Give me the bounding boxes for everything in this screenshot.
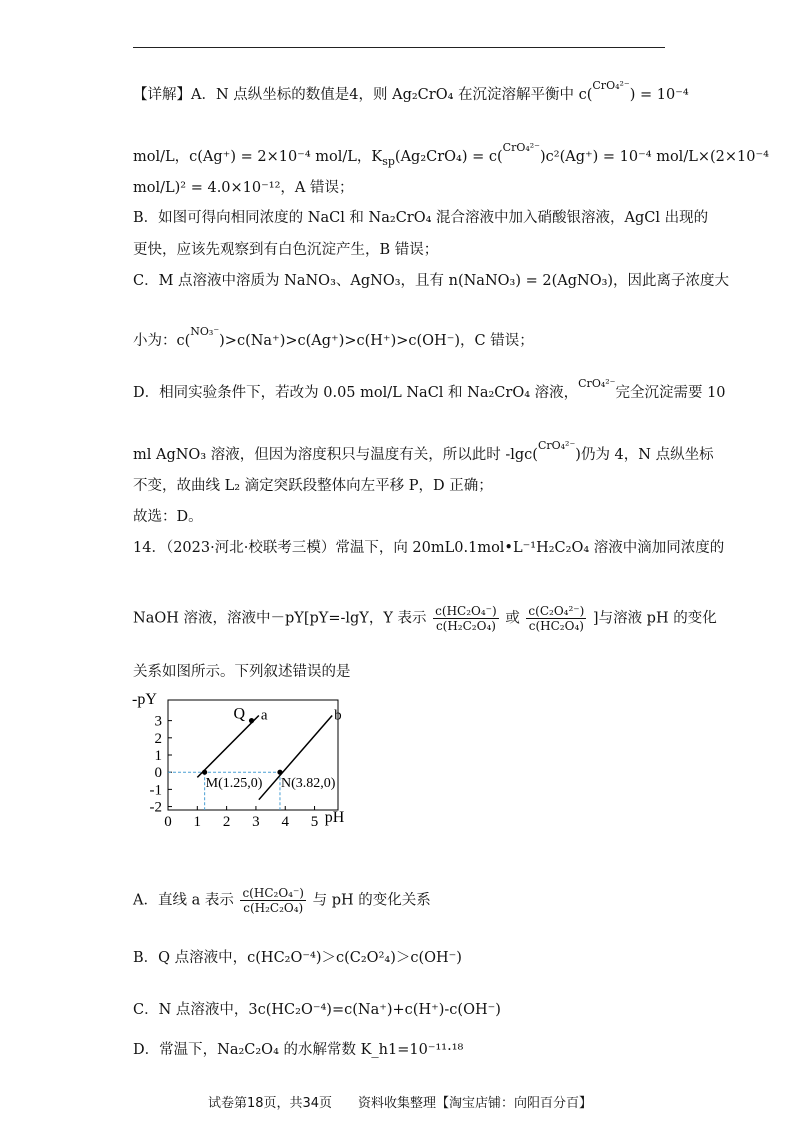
point-label: N(3.82,0) bbox=[280, 776, 336, 792]
ion-label: CrO₄²⁻ bbox=[578, 377, 616, 390]
ion-label: CrO₄²⁻ bbox=[537, 439, 576, 452]
plot-frame bbox=[168, 700, 338, 810]
series-label-a: a bbox=[260, 707, 268, 724]
text: )仍为 4，N 点纵坐标 bbox=[575, 447, 714, 463]
text: D．相同实验条件下，若改为 0.05 mol/L NaCl 和 Na₂CrO₄ 溶液， bbox=[133, 385, 579, 401]
question-14-line-3: 关系如图所示。下列叙述错误的是 bbox=[133, 664, 351, 680]
answer-line: 故选：D。 bbox=[133, 509, 203, 525]
point-marker bbox=[277, 770, 282, 775]
explanation-line-9 bbox=[133, 436, 714, 465]
text: (Ag₂CrO₄) = c( bbox=[394, 149, 503, 165]
point-label: M(1.25,0) bbox=[205, 776, 263, 792]
point-label: Q bbox=[233, 705, 246, 723]
ion-label: CrO₄²⁻ bbox=[502, 141, 540, 154]
question-14-line-2 bbox=[133, 604, 717, 633]
y-tick-label: 3 bbox=[154, 713, 162, 730]
text: A．直线 a 表示 bbox=[133, 892, 234, 909]
explanation-line-10: 不变，故曲线 L₂ 滴定突跃段整体向左平移 P，D 正确； bbox=[133, 478, 493, 494]
x-axis-label: pH bbox=[324, 809, 345, 826]
fraction-option-a bbox=[240, 886, 306, 915]
text: 完全沉淀需要 10 bbox=[615, 385, 726, 401]
option-d: D．常温下，Na₂C₂O₄ 的水解常数 K_h1=10⁻¹¹·¹⁸ bbox=[133, 1042, 464, 1058]
x-tick-label: 5 bbox=[310, 814, 319, 830]
text: mol/L，c(Ag⁺) = 2×10⁻⁴ mol/L，K bbox=[133, 149, 383, 165]
text: )c²(Ag⁺) = 10⁻⁴ mol/L×(2×10⁻⁴ bbox=[540, 149, 769, 165]
x-tick-label: 3 bbox=[252, 814, 260, 830]
denominator: c(H₂C₂O₄) bbox=[243, 901, 304, 915]
numerator: c(C₂O₄²⁻) bbox=[528, 604, 585, 618]
ion-label: NO₃⁻ bbox=[190, 325, 220, 338]
page-footer: 试卷第18页，共34页 资料收集整理【淘宝店铺：向阳百分百】 bbox=[207, 1096, 593, 1111]
explanation-line-1 bbox=[133, 76, 689, 105]
x-tick-label: 4 bbox=[281, 814, 289, 830]
text: NaOH 溶液，溶液中－pY[pY=-lgY，Y 表示 bbox=[133, 610, 427, 627]
explanation-line-4: B．如图可得向相同浓度的 NaCl 和 Na₂CrO₄ 混合溶液中加入硝酸银溶液，AgCl 出现的 bbox=[133, 210, 709, 226]
text: 小为：c( bbox=[133, 333, 191, 349]
text: 与 pH 的变化关系 bbox=[312, 892, 431, 909]
explanation-line-7 bbox=[133, 322, 534, 351]
y-tick-label: -2 bbox=[149, 799, 162, 816]
denominator: c(H₂C₂O₄) bbox=[435, 619, 496, 633]
option-b: B．Q 点溶液中，c(HC₂O⁻⁴)＞c(C₂O²₄)＞c(OH⁻) bbox=[133, 950, 462, 966]
x-tick-label: 1 bbox=[193, 814, 202, 830]
y-tick-label: 0 bbox=[154, 765, 162, 782]
ion-label: CrO₄²⁻ bbox=[592, 79, 630, 92]
y-tick-label: 2 bbox=[154, 730, 162, 747]
numerator: c(HC₂O₄⁻) bbox=[435, 604, 497, 618]
fraction-hc2o4-over-h2c2o4 bbox=[433, 604, 499, 633]
question-14-stem: 14．（2023·河北·校联考三模）常温下，向 20mL0.1mol•L⁻¹H₂C₂O₄ 溶液中滴加同浓度的 bbox=[133, 540, 725, 556]
fraction-c2o4-over-hc2o4 bbox=[526, 604, 586, 633]
text: )>c(Na⁺)>c(Ag⁺)>c(H⁺)>c(OH⁻)，C 错误； bbox=[219, 333, 534, 349]
option-a bbox=[133, 886, 431, 915]
text: ml AgNO₃ 溶液，但因为溶度积只与温度有关，所以此时 -lgc( bbox=[133, 447, 538, 463]
explanation-line-6: C．M 点溶液中溶质为 NaNO₃、AgNO₃，且有 n(NaNO₃) = 2(AgNO₃)，因此离子浓度大 bbox=[133, 273, 730, 289]
series-line-a bbox=[197, 715, 259, 777]
y-tick-label: -1 bbox=[149, 782, 162, 799]
top-rule bbox=[133, 47, 665, 48]
explanation-line-8 bbox=[133, 374, 726, 403]
ph-chart bbox=[130, 688, 350, 838]
text: 【详解】A．N 点纵坐标的数值是4，则 Ag₂CrO₄ 在沉淀溶解平衡中 c( bbox=[133, 87, 593, 103]
y-axis-label: -pY bbox=[132, 691, 157, 708]
option-c: C．N 点溶液中，3c(HC₂O⁻⁴)=c(Na⁺)+c(H⁺)-c(OH⁻) bbox=[133, 1002, 501, 1018]
series-label-b: b bbox=[334, 707, 342, 724]
explanation-line-2 bbox=[133, 138, 769, 172]
point-marker bbox=[202, 770, 207, 775]
explanation-line-3: mol/L)² = 4.0×10⁻¹²，A 错误； bbox=[133, 180, 354, 196]
numerator: c(HC₂O₄⁻) bbox=[242, 886, 304, 900]
text: 或 bbox=[505, 610, 520, 627]
explanation-line-5: 更快，应该先观察到有白色沉淀产生，B 错误； bbox=[133, 242, 439, 258]
x-tick-label: 0 bbox=[164, 814, 172, 830]
y-tick-label: 1 bbox=[154, 748, 162, 764]
x-tick-label: 2 bbox=[222, 814, 231, 830]
text: ]与溶液 pH 的变化 bbox=[592, 610, 717, 627]
text: ) = 10⁻⁴ bbox=[629, 87, 689, 103]
point-marker bbox=[249, 718, 254, 723]
subscript: sp bbox=[382, 154, 395, 168]
denominator: c(HC₂O₄) bbox=[528, 619, 584, 633]
